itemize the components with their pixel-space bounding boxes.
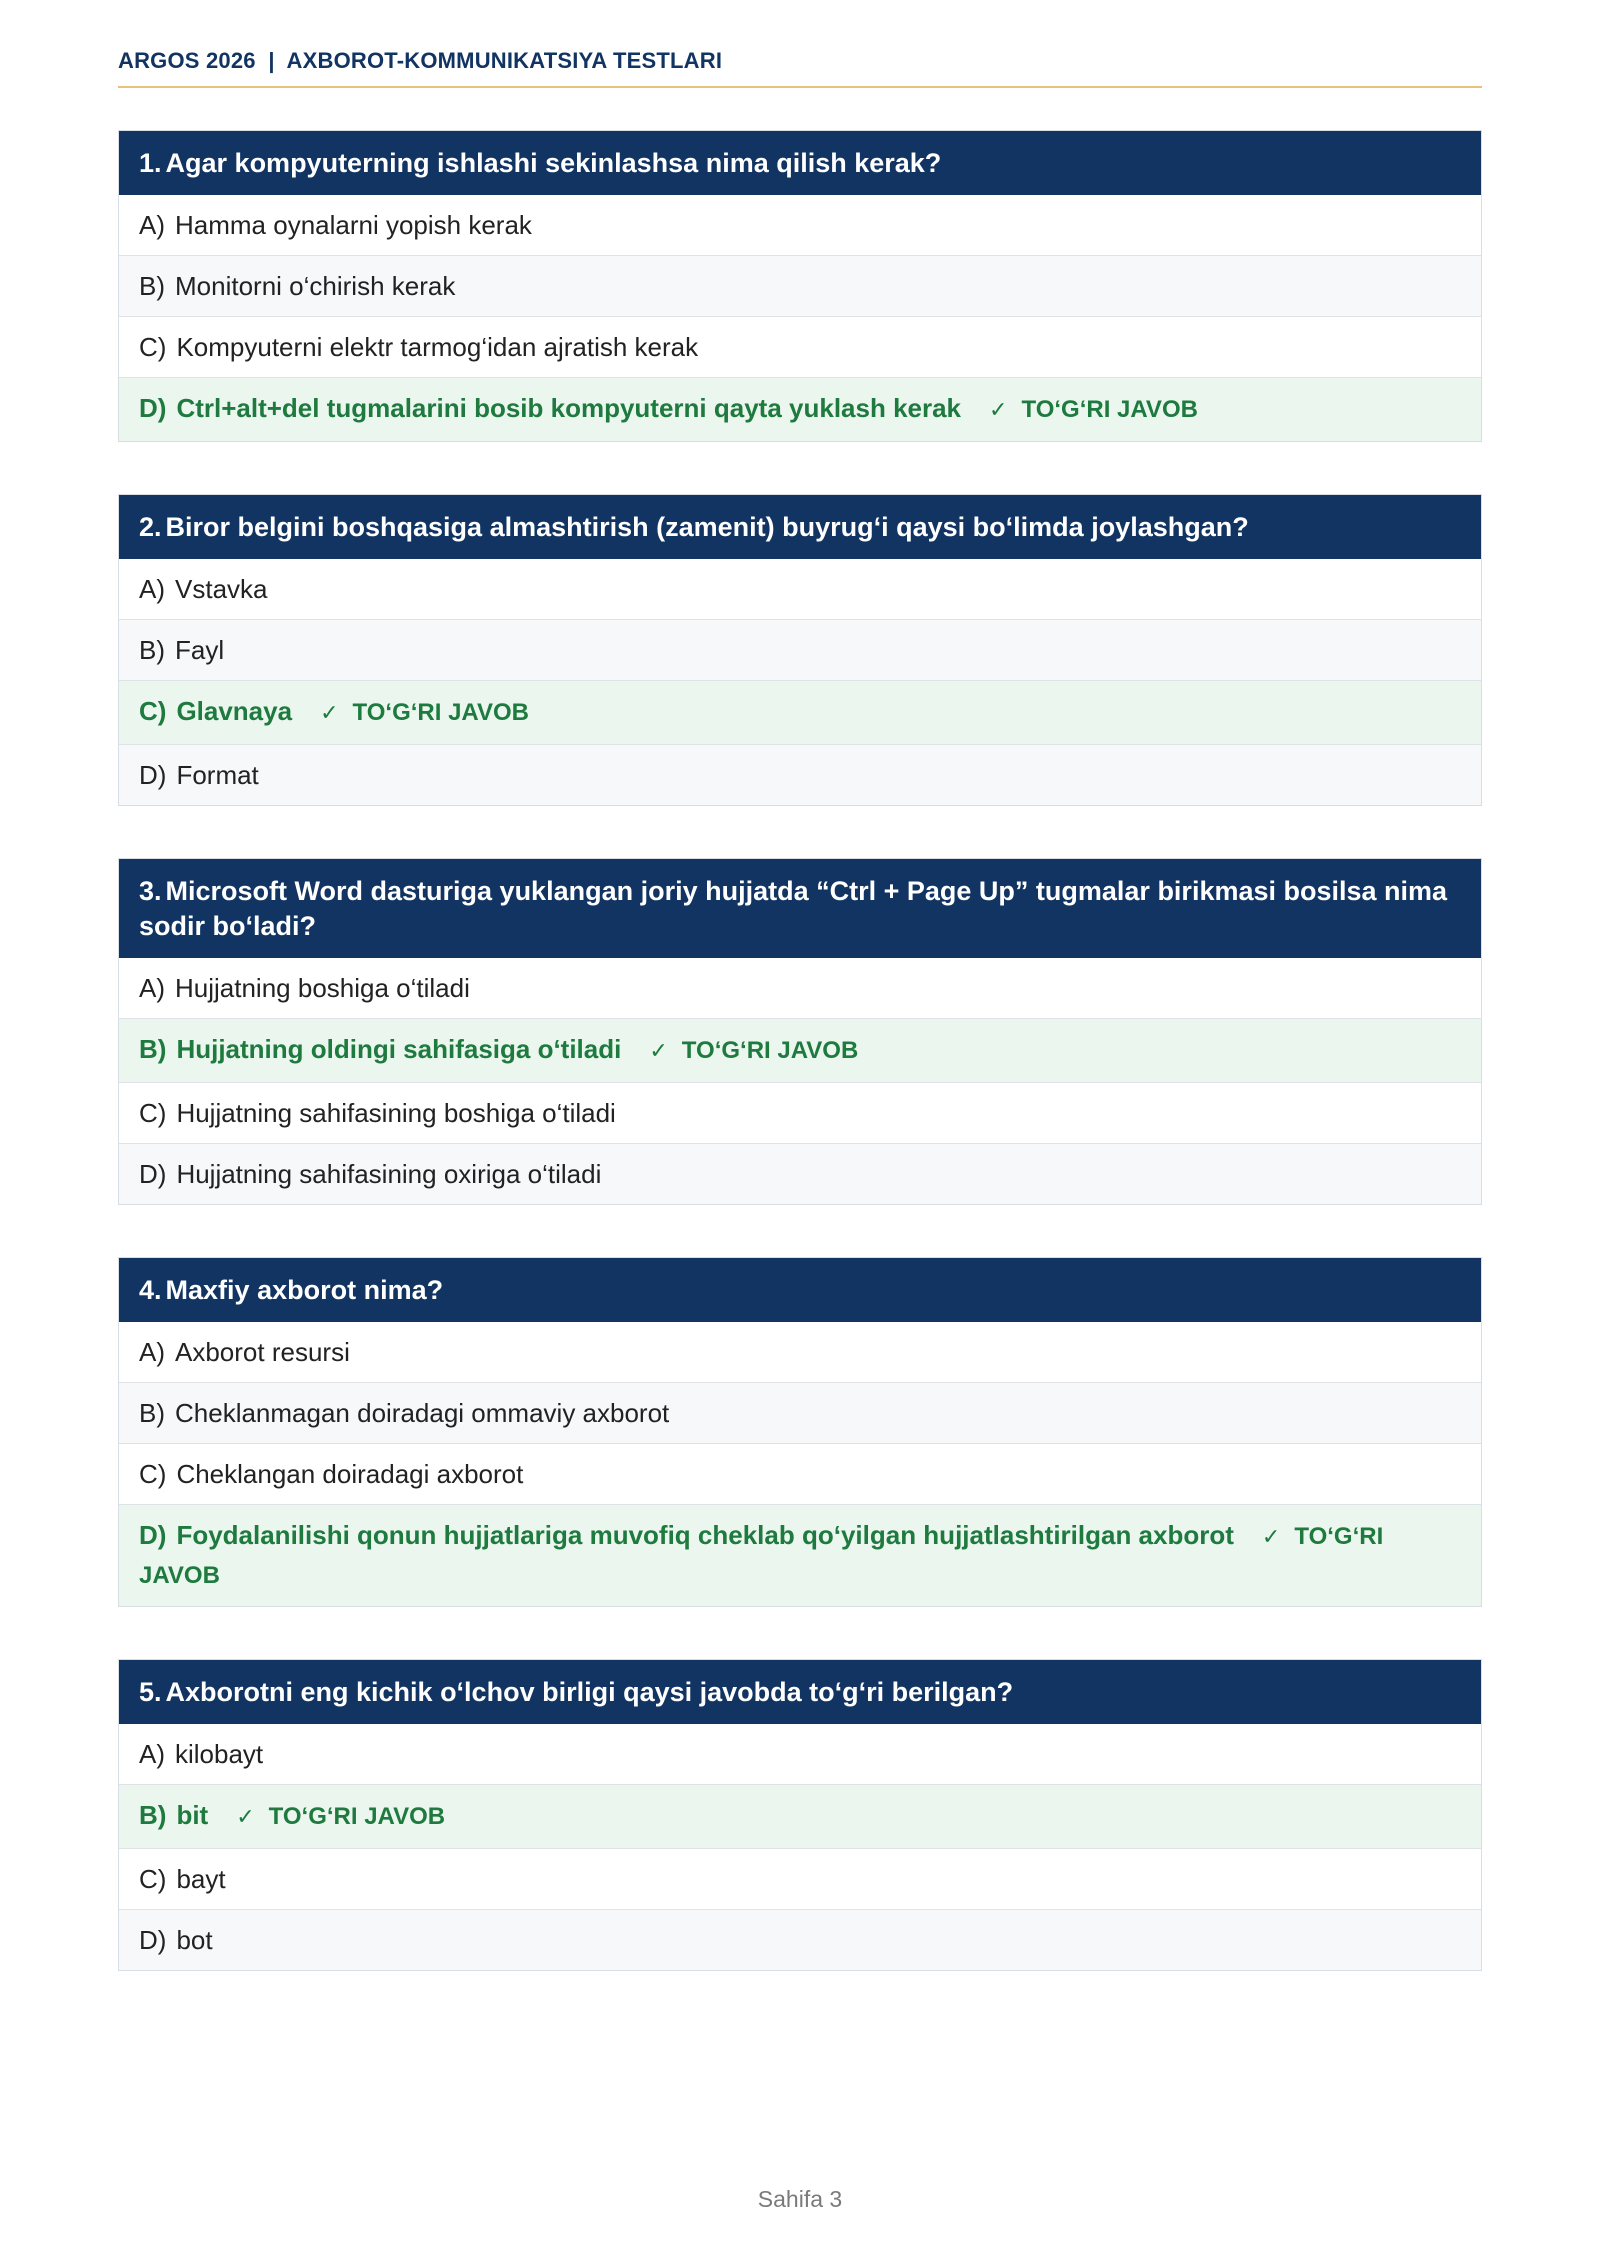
question-card bbox=[118, 494, 1482, 806]
option-letter: D) bbox=[139, 1520, 167, 1550]
option-letter: B) bbox=[139, 271, 165, 301]
question-title bbox=[119, 1258, 1481, 1322]
option-text: kilobayt bbox=[175, 1739, 264, 1769]
answer-option bbox=[119, 1724, 1481, 1784]
question-list bbox=[118, 130, 1482, 2023]
answer-option bbox=[119, 1909, 1481, 1970]
option-letter: D) bbox=[139, 760, 167, 790]
question-number: 4. bbox=[139, 1275, 162, 1305]
answer-option bbox=[119, 1443, 1481, 1504]
option-text: Foydalanilishi qonun hujjatlariga muvofiq cheklab qo‘yilgan hujjatlashtirilgan axborot bbox=[176, 1520, 1234, 1550]
header-brand: ARGOS 2026 bbox=[118, 48, 256, 73]
page-header bbox=[118, 48, 1482, 88]
option-letter: A) bbox=[139, 210, 165, 240]
question-number: 5. bbox=[139, 1677, 162, 1707]
answer-option bbox=[119, 619, 1481, 680]
option-text: bit bbox=[176, 1800, 209, 1830]
answer-option-correct bbox=[119, 1018, 1481, 1082]
option-text: Hujjatning boshiga o‘tiladi bbox=[175, 973, 470, 1003]
option-letter: C) bbox=[139, 1459, 167, 1489]
option-text: Format bbox=[176, 760, 259, 790]
answer-option-correct bbox=[119, 377, 1481, 441]
option-text: Cheklangan doiradagi axborot bbox=[176, 1459, 524, 1489]
question-title bbox=[119, 131, 1481, 195]
option-text: Hujjatning sahifasining boshiga o‘tiladi bbox=[176, 1098, 616, 1128]
answer-option bbox=[119, 744, 1481, 805]
checkmark-icon: ✓ bbox=[649, 1039, 668, 1064]
answer-option bbox=[119, 316, 1481, 377]
checkmark-icon: ✓ bbox=[320, 701, 339, 726]
option-text: bot bbox=[176, 1925, 213, 1955]
option-letter: D) bbox=[139, 1159, 167, 1189]
checkmark-icon: ✓ bbox=[989, 398, 1008, 423]
option-text: Hujjatning sahifasining oxiriga o‘tiladi bbox=[176, 1159, 602, 1189]
option-letter: C) bbox=[139, 1864, 167, 1894]
question-title bbox=[119, 1660, 1481, 1724]
question-number: 1. bbox=[139, 148, 162, 178]
option-letter: C) bbox=[139, 332, 167, 362]
option-letter: A) bbox=[139, 973, 165, 1003]
correct-answer-badge: TO‘G‘RI JAVOB bbox=[139, 1523, 1384, 1589]
question-card bbox=[118, 130, 1482, 442]
correct-answer-badge: TO‘G‘RI JAVOB bbox=[268, 1803, 446, 1830]
option-letter: C) bbox=[139, 696, 167, 726]
question-card bbox=[118, 1257, 1482, 1607]
question-text: Axborotni eng kichik o‘lchov birligi qaysi javobda to‘g‘ri berilgan? bbox=[165, 1677, 1014, 1707]
option-letter: C) bbox=[139, 1098, 167, 1128]
option-text: bayt bbox=[176, 1864, 226, 1894]
page-number: Sahifa 3 bbox=[757, 2186, 843, 2212]
option-letter: B) bbox=[139, 635, 165, 665]
header-separator: | bbox=[268, 48, 275, 73]
checkmark-icon: ✓ bbox=[1261, 1525, 1281, 1550]
option-text: Hamma oynalarni yopish kerak bbox=[175, 210, 532, 240]
answer-option bbox=[119, 195, 1481, 255]
answer-option-correct bbox=[119, 680, 1481, 744]
correct-answer-badge: TO‘G‘RI JAVOB bbox=[352, 699, 529, 726]
answer-option bbox=[119, 1848, 1481, 1909]
question-text: Microsoft Word dasturiga yuklangan joriy hujjatda “Ctrl + Page Up” tugmalar birikmasi bosilsa nima sodir bo‘ladi? bbox=[139, 876, 1448, 941]
option-text: Axborot resursi bbox=[175, 1337, 350, 1367]
option-text: Kompyuterni elektr tarmog‘idan ajratish kerak bbox=[176, 332, 699, 362]
option-text: Vstavka bbox=[175, 574, 268, 604]
answer-option bbox=[119, 1322, 1481, 1382]
question-card bbox=[118, 858, 1482, 1205]
question-title bbox=[119, 495, 1481, 559]
answer-option bbox=[119, 255, 1481, 316]
option-text: Monitorni o‘chirish kerak bbox=[175, 271, 456, 301]
checkmark-icon: ✓ bbox=[236, 1805, 255, 1830]
question-number: 3. bbox=[139, 876, 162, 906]
option-text: Ctrl+alt+del tugmalarini bosib kompyuterni qayta yuklash kerak bbox=[176, 393, 962, 423]
answer-option bbox=[119, 1082, 1481, 1143]
header-title: AXBOROT-KOMMUNIKATSIYA TESTLARI bbox=[286, 48, 723, 73]
question-card bbox=[118, 1659, 1482, 1971]
answer-option-correct bbox=[119, 1784, 1481, 1848]
question-text: Maxfiy axborot nima? bbox=[165, 1275, 444, 1305]
question-title bbox=[119, 859, 1481, 958]
option-letter: D) bbox=[139, 393, 167, 423]
option-letter: A) bbox=[139, 1337, 165, 1367]
question-text: Agar kompyuterning ishlashi sekinlashsa nima qilish kerak? bbox=[165, 148, 942, 178]
option-text: Fayl bbox=[175, 635, 225, 665]
option-letter: B) bbox=[139, 1800, 167, 1830]
question-number: 2. bbox=[139, 512, 162, 542]
option-letter: A) bbox=[139, 1739, 165, 1769]
option-text: Glavnaya bbox=[176, 696, 293, 726]
option-letter: A) bbox=[139, 574, 165, 604]
answer-option bbox=[119, 1382, 1481, 1443]
correct-answer-badge: TO‘G‘RI JAVOB bbox=[681, 1037, 859, 1064]
answer-option bbox=[119, 958, 1481, 1018]
correct-answer-badge: TO‘G‘RI JAVOB bbox=[1021, 396, 1198, 423]
answer-option bbox=[119, 559, 1481, 619]
option-letter: B) bbox=[139, 1034, 167, 1064]
option-letter: D) bbox=[139, 1925, 167, 1955]
option-text: Cheklanmagan doiradagi ommaviy axborot bbox=[175, 1398, 670, 1428]
option-letter: B) bbox=[139, 1398, 165, 1428]
answer-option bbox=[119, 1143, 1481, 1204]
question-text: Biror belgini boshqasiga almashtirish (zamenit) buyrug‘i qaysi bo‘limda joylashgan? bbox=[165, 512, 1249, 542]
answer-option-correct bbox=[119, 1504, 1481, 1606]
option-text: Hujjatning oldingi sahifasiga o‘tiladi bbox=[176, 1034, 622, 1064]
